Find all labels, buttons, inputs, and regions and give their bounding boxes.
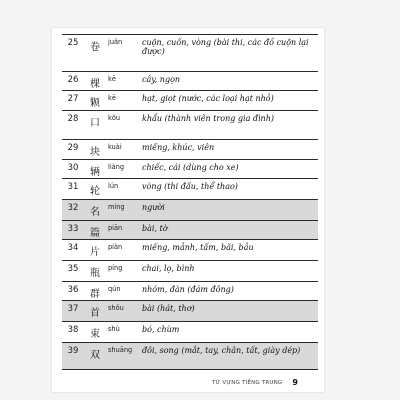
pinyin: míng [108,203,125,211]
pinyin: kē [108,94,116,102]
vietnamese-meaning: cuộn, cuốn, vòng (bài thi, các đồ cuộn lại được) [142,38,309,57]
pinyin: shuāng [108,346,133,354]
row-number: 32 [67,203,79,213]
vietnamese-meaning: vòng (thi đấu, thể thao) [142,182,238,191]
row-number: 31 [67,182,79,192]
pinyin: shǒu [108,304,124,312]
vietnamese-meaning: miếng, mảnh, tấm, bãi, bầu [142,243,254,252]
table-row [62,322,318,343]
table-row [62,111,318,140]
table-row [62,343,318,370]
chinese-character: 名 [90,207,100,218]
chinese-character: 口 [90,118,100,129]
chinese-character: 双 [90,350,100,361]
chinese-character: 颗 [90,98,100,109]
row-number: 26 [67,75,79,85]
row-number: 27 [67,94,79,104]
vietnamese-meaning: người [142,203,165,212]
table-row [62,221,318,240]
row-number: 35 [67,264,79,274]
pinyin: lún [108,182,119,190]
chinese-character: 群 [90,289,100,300]
footer-title: TỪ VỰNG TIẾNG TRUNG [212,379,283,386]
table-row [62,282,318,301]
table-row [62,200,318,221]
vietnamese-meaning: bài, tờ [142,224,168,233]
chinese-character: 束 [90,329,100,340]
pinyin: piàn [108,243,123,251]
pinyin: qún [108,285,121,293]
table-row [62,91,318,111]
table-row [62,261,318,282]
row-number: 37 [67,304,79,314]
chinese-character: 块 [90,147,100,158]
vietnamese-meaning: cây, ngọn [142,75,181,84]
page-number: 9 [292,378,298,387]
chinese-character: 棵 [90,79,100,90]
row-number: 33 [67,224,79,234]
row-number: 30 [67,163,79,173]
pinyin: piān [108,224,123,232]
row-number: 28 [67,114,79,124]
vietnamese-meaning: nhóm, đàn (đám đông) [142,285,234,294]
chinese-character: 首 [90,308,100,319]
row-number: 39 [67,346,79,356]
table-row [62,179,318,200]
chinese-character: 辆 [90,167,100,178]
pinyin: kuài [108,143,122,151]
pinyin: juǎn [108,38,123,46]
row-number: 25 [67,38,79,48]
chinese-character: 瓶 [90,268,100,279]
vietnamese-meaning: miếng, khúc, viên [142,143,215,152]
vietnamese-meaning: đôi, song (mắt, tay, chân, tất, giày dép) [142,346,301,355]
pinyin: liàng [108,163,125,171]
vietnamese-meaning: bó, chùm [142,325,180,334]
table-row [62,301,318,322]
vietnamese-meaning: chiếc, cái (dùng cho xe) [142,163,239,172]
table-row [62,72,318,91]
row-number: 36 [67,285,79,295]
vocabulary-table [62,34,318,370]
pinyin: shù [108,325,120,333]
vietnamese-meaning: chai, lọ, bình [142,264,195,273]
chinese-character: 篇 [90,228,100,239]
table-row [62,140,318,160]
chinese-character: 卷 [90,42,100,53]
row-number: 29 [67,143,79,153]
table-row [62,35,318,72]
row-number: 38 [67,325,79,335]
vietnamese-meaning: bài (hát, thơ) [142,304,195,313]
book-page [52,28,324,392]
pinyin: kē [108,75,116,83]
pinyin: kǒu [108,114,121,122]
vietnamese-meaning: khẩu (thành viên trong gia đình) [142,114,274,123]
row-number: 34 [67,243,79,253]
table-row [62,160,318,179]
chinese-character: 片 [90,247,100,258]
pinyin: píng [108,264,123,272]
vietnamese-meaning: hạt, giọt (nước, các loại hạt nhỏ) [142,94,274,103]
chinese-character: 轮 [90,186,100,197]
page-footer [212,378,298,387]
table-row [62,240,318,261]
